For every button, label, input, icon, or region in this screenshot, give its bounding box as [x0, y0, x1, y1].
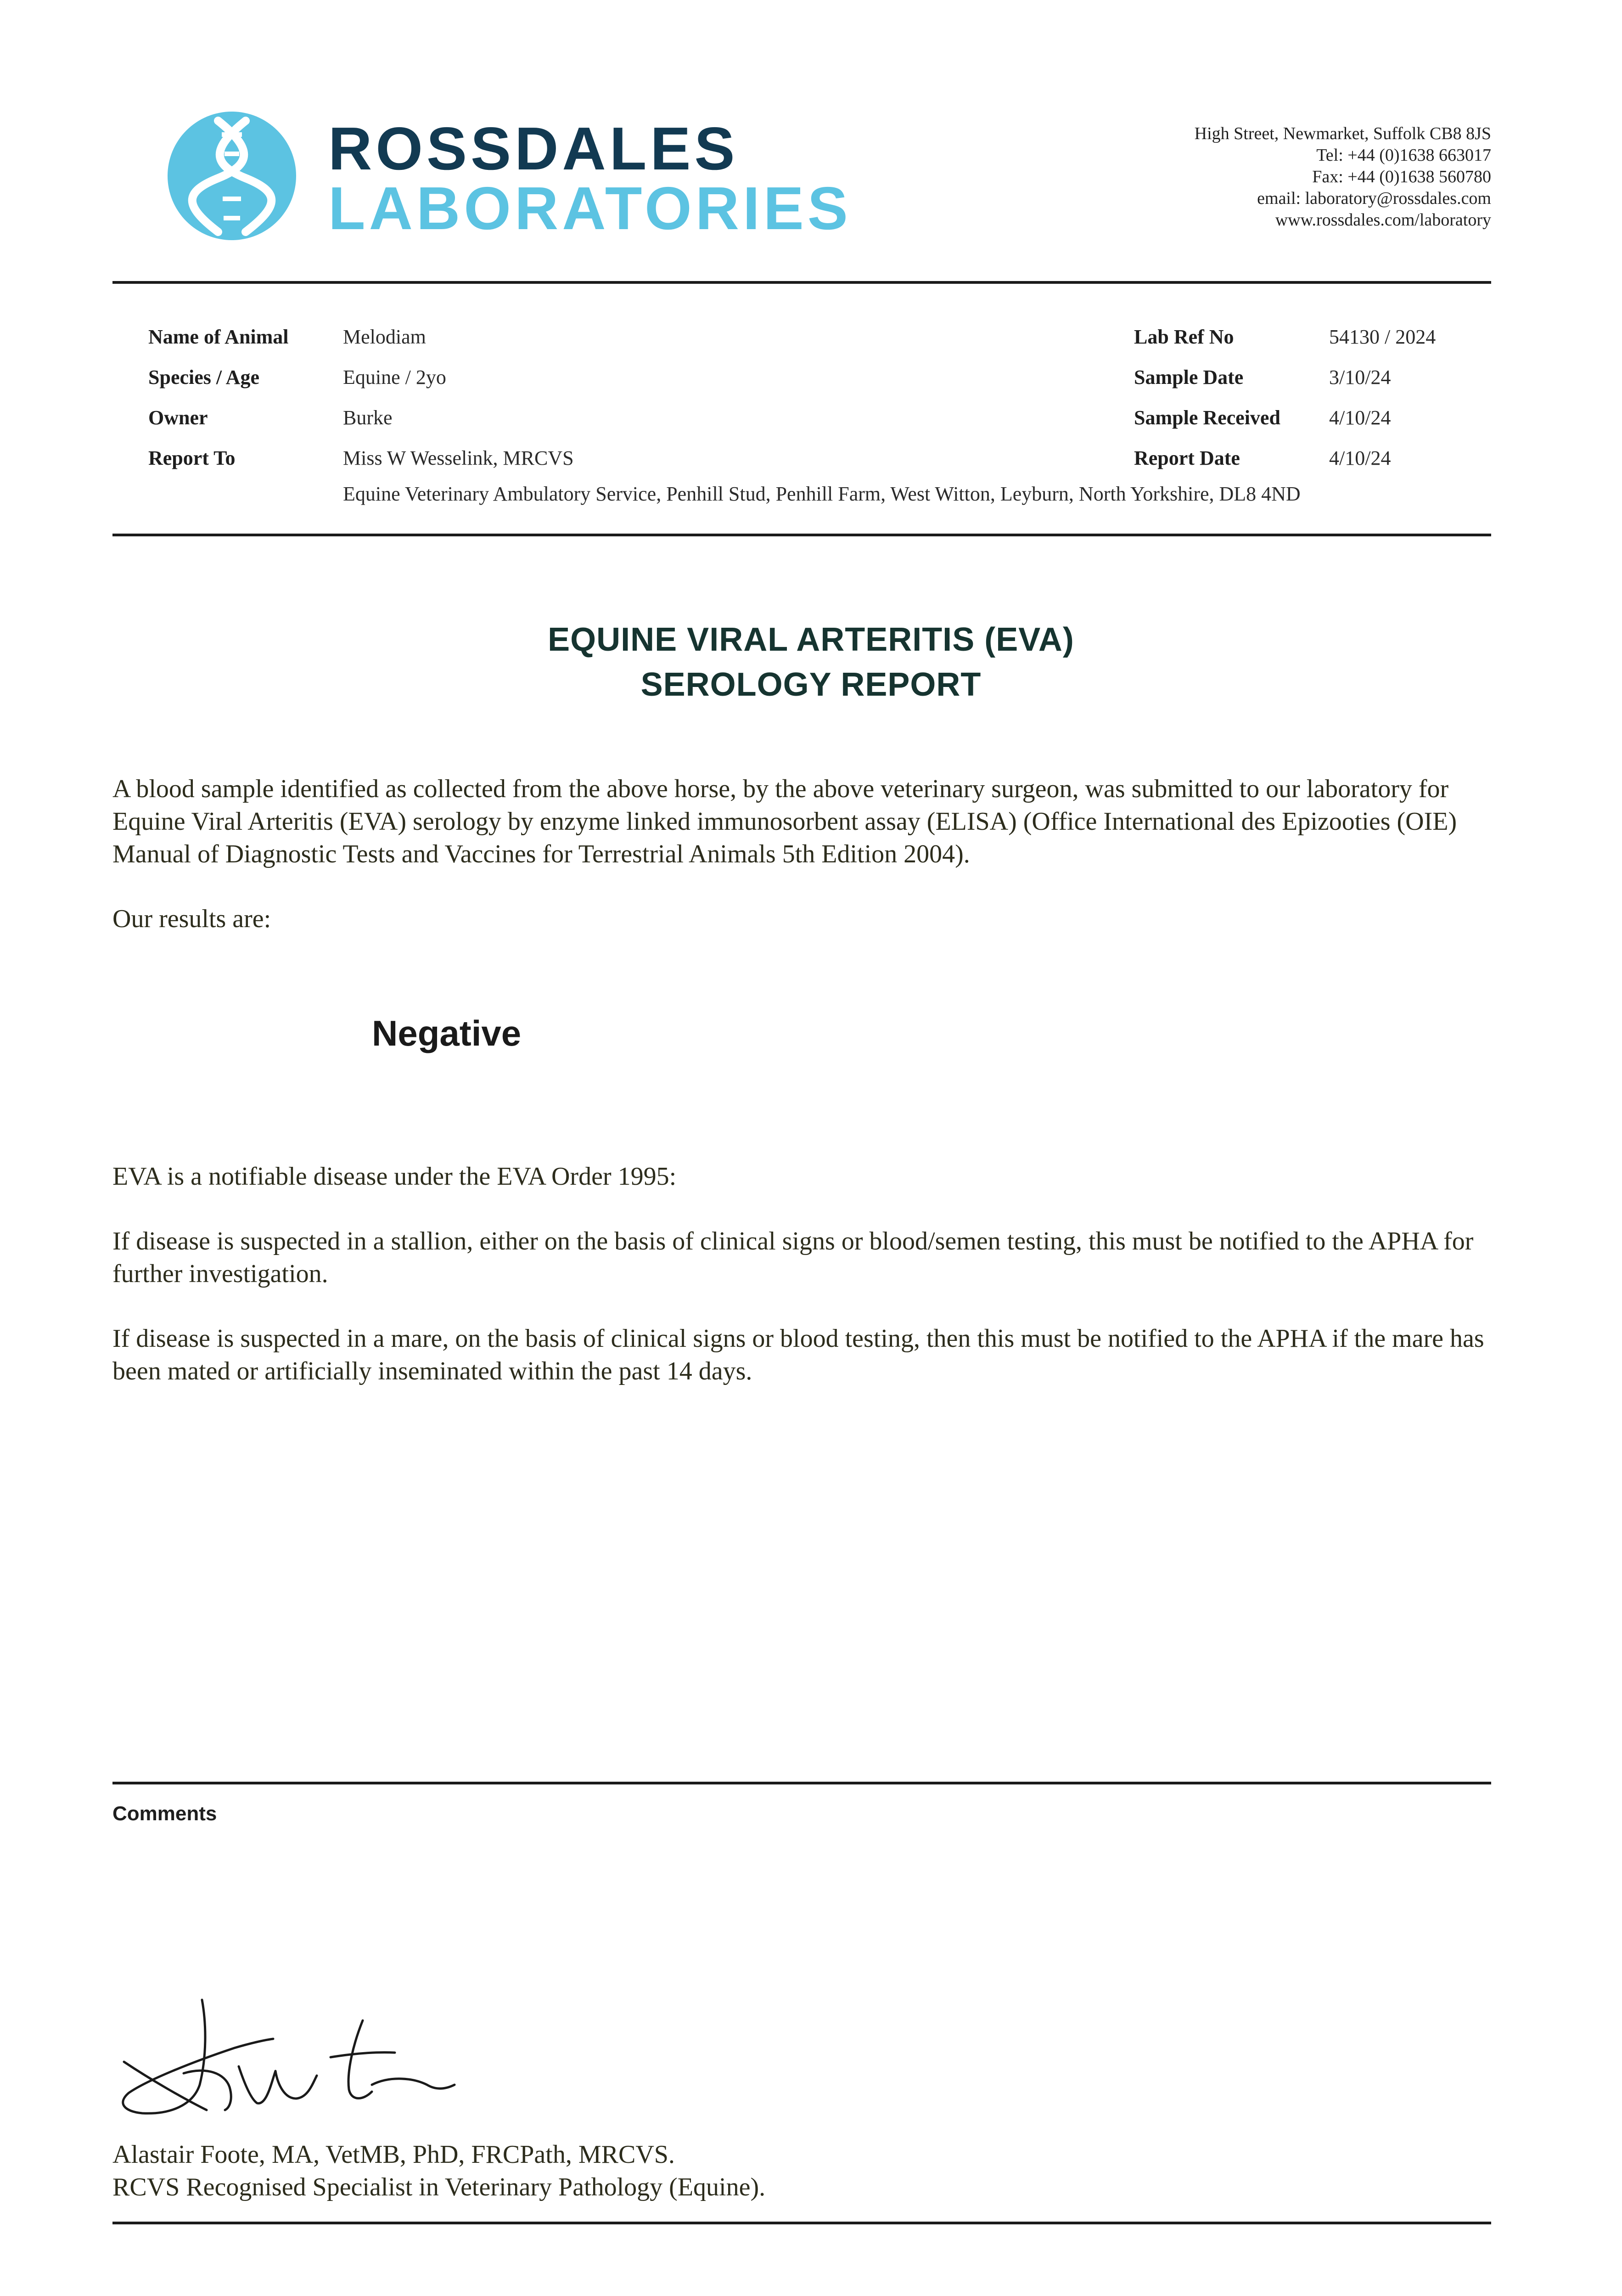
- owner-label: Owner: [148, 406, 208, 429]
- notifiable-note: EVA is a notifiable disease under the EVA Order 1995:: [112, 1162, 677, 1191]
- results-intro: Our results are:: [112, 905, 271, 933]
- stallion-note: If disease is suspected in a stallion, either on the basis of clinical signs or blood/semen testing, this must be notified to the APHA for further investigation.: [112, 1227, 1474, 1288]
- owner-value: Burke: [343, 406, 393, 429]
- contact-address: High Street, Newmarket, Suffolk CB8 8JS: [1194, 124, 1491, 143]
- lab-ref-label: Lab Ref No: [1134, 326, 1234, 348]
- details-divider: [112, 534, 1491, 536]
- mare-note: If disease is suspected in a mare, on the basis of clinical signs or blood testing, then this must be notified to the APHA if the mare has been mated or artificially inseminated within the past 14 days.: [112, 1324, 1484, 1385]
- name-of-animal-label: Name of Animal: [148, 326, 289, 348]
- contact-email[interactable]: email: laboratory@rossdales.com: [1257, 189, 1491, 208]
- name-of-animal-value: Melodiam: [343, 326, 426, 348]
- signatory-name: Alastair Foote, MA, VetMB, PhD, FRCPath, MRCVS.: [112, 2140, 675, 2169]
- report-to-label: Report To: [148, 447, 236, 469]
- contact-fax: Fax: +44 (0)1638 560780: [1312, 167, 1491, 186]
- brand-name: ROSSDALES: [328, 115, 739, 182]
- result-value: Negative: [372, 1013, 522, 1053]
- footer-divider: [112, 2222, 1491, 2224]
- dna-logo-icon: [168, 112, 296, 240]
- report-title: EQUINE VIRAL ARTERITIS (EVA): [548, 621, 1074, 658]
- sample-date-label: Sample Date: [1134, 366, 1244, 388]
- sample-received-label: Sample Received: [1134, 406, 1280, 429]
- sample-date-value: 3/10/24: [1329, 366, 1391, 388]
- report-to-address: Equine Veterinary Ambulatory Service, Penhill Stud, Penhill Farm, West Witton, Leyburn, North Yorkshire, DL8 4ND: [343, 483, 1301, 505]
- intro-paragraph: A blood sample identified as collected from the above horse, by the above veterinary surgeon, was submitted to our laboratory for Equine Viral Arteritis (EVA) serology by enzyme linked immunosorbent assay (ELISA) (Office International des Epizooties (OIE) Manual of Diagnostic Tests and Vaccines for Terrestrial Animals 5th Edition 2004).: [112, 775, 1457, 868]
- contact-tel: Tel: +44 (0)1638 663017: [1316, 146, 1491, 165]
- lab-ref-value: 54130 / 2024: [1329, 326, 1436, 348]
- signatory-title: RCVS Recognised Specialist in Veterinary Pathology (Equine).: [112, 2173, 766, 2201]
- comments-label: Comments: [112, 1802, 217, 1825]
- report-subtitle: SEROLOGY REPORT: [640, 666, 982, 703]
- brand-subtitle: LABORATORIES: [328, 174, 852, 242]
- signature-image: [115, 1993, 482, 2126]
- report-date-value: 4/10/24: [1329, 447, 1391, 469]
- comments-divider: [112, 1782, 1491, 1784]
- species-age-label: Species / Age: [148, 366, 259, 388]
- contact-block: [1195, 123, 1491, 231]
- report-date-label: Report Date: [1134, 447, 1240, 469]
- report-to-value: Miss W Wesselink, MRCVS: [343, 447, 574, 469]
- sample-received-value: 4/10/24: [1329, 406, 1391, 429]
- contact-website[interactable]: www.rossdales.com/laboratory: [1275, 210, 1491, 230]
- header-divider: [112, 281, 1491, 284]
- species-age-value: Equine / 2yo: [343, 366, 446, 388]
